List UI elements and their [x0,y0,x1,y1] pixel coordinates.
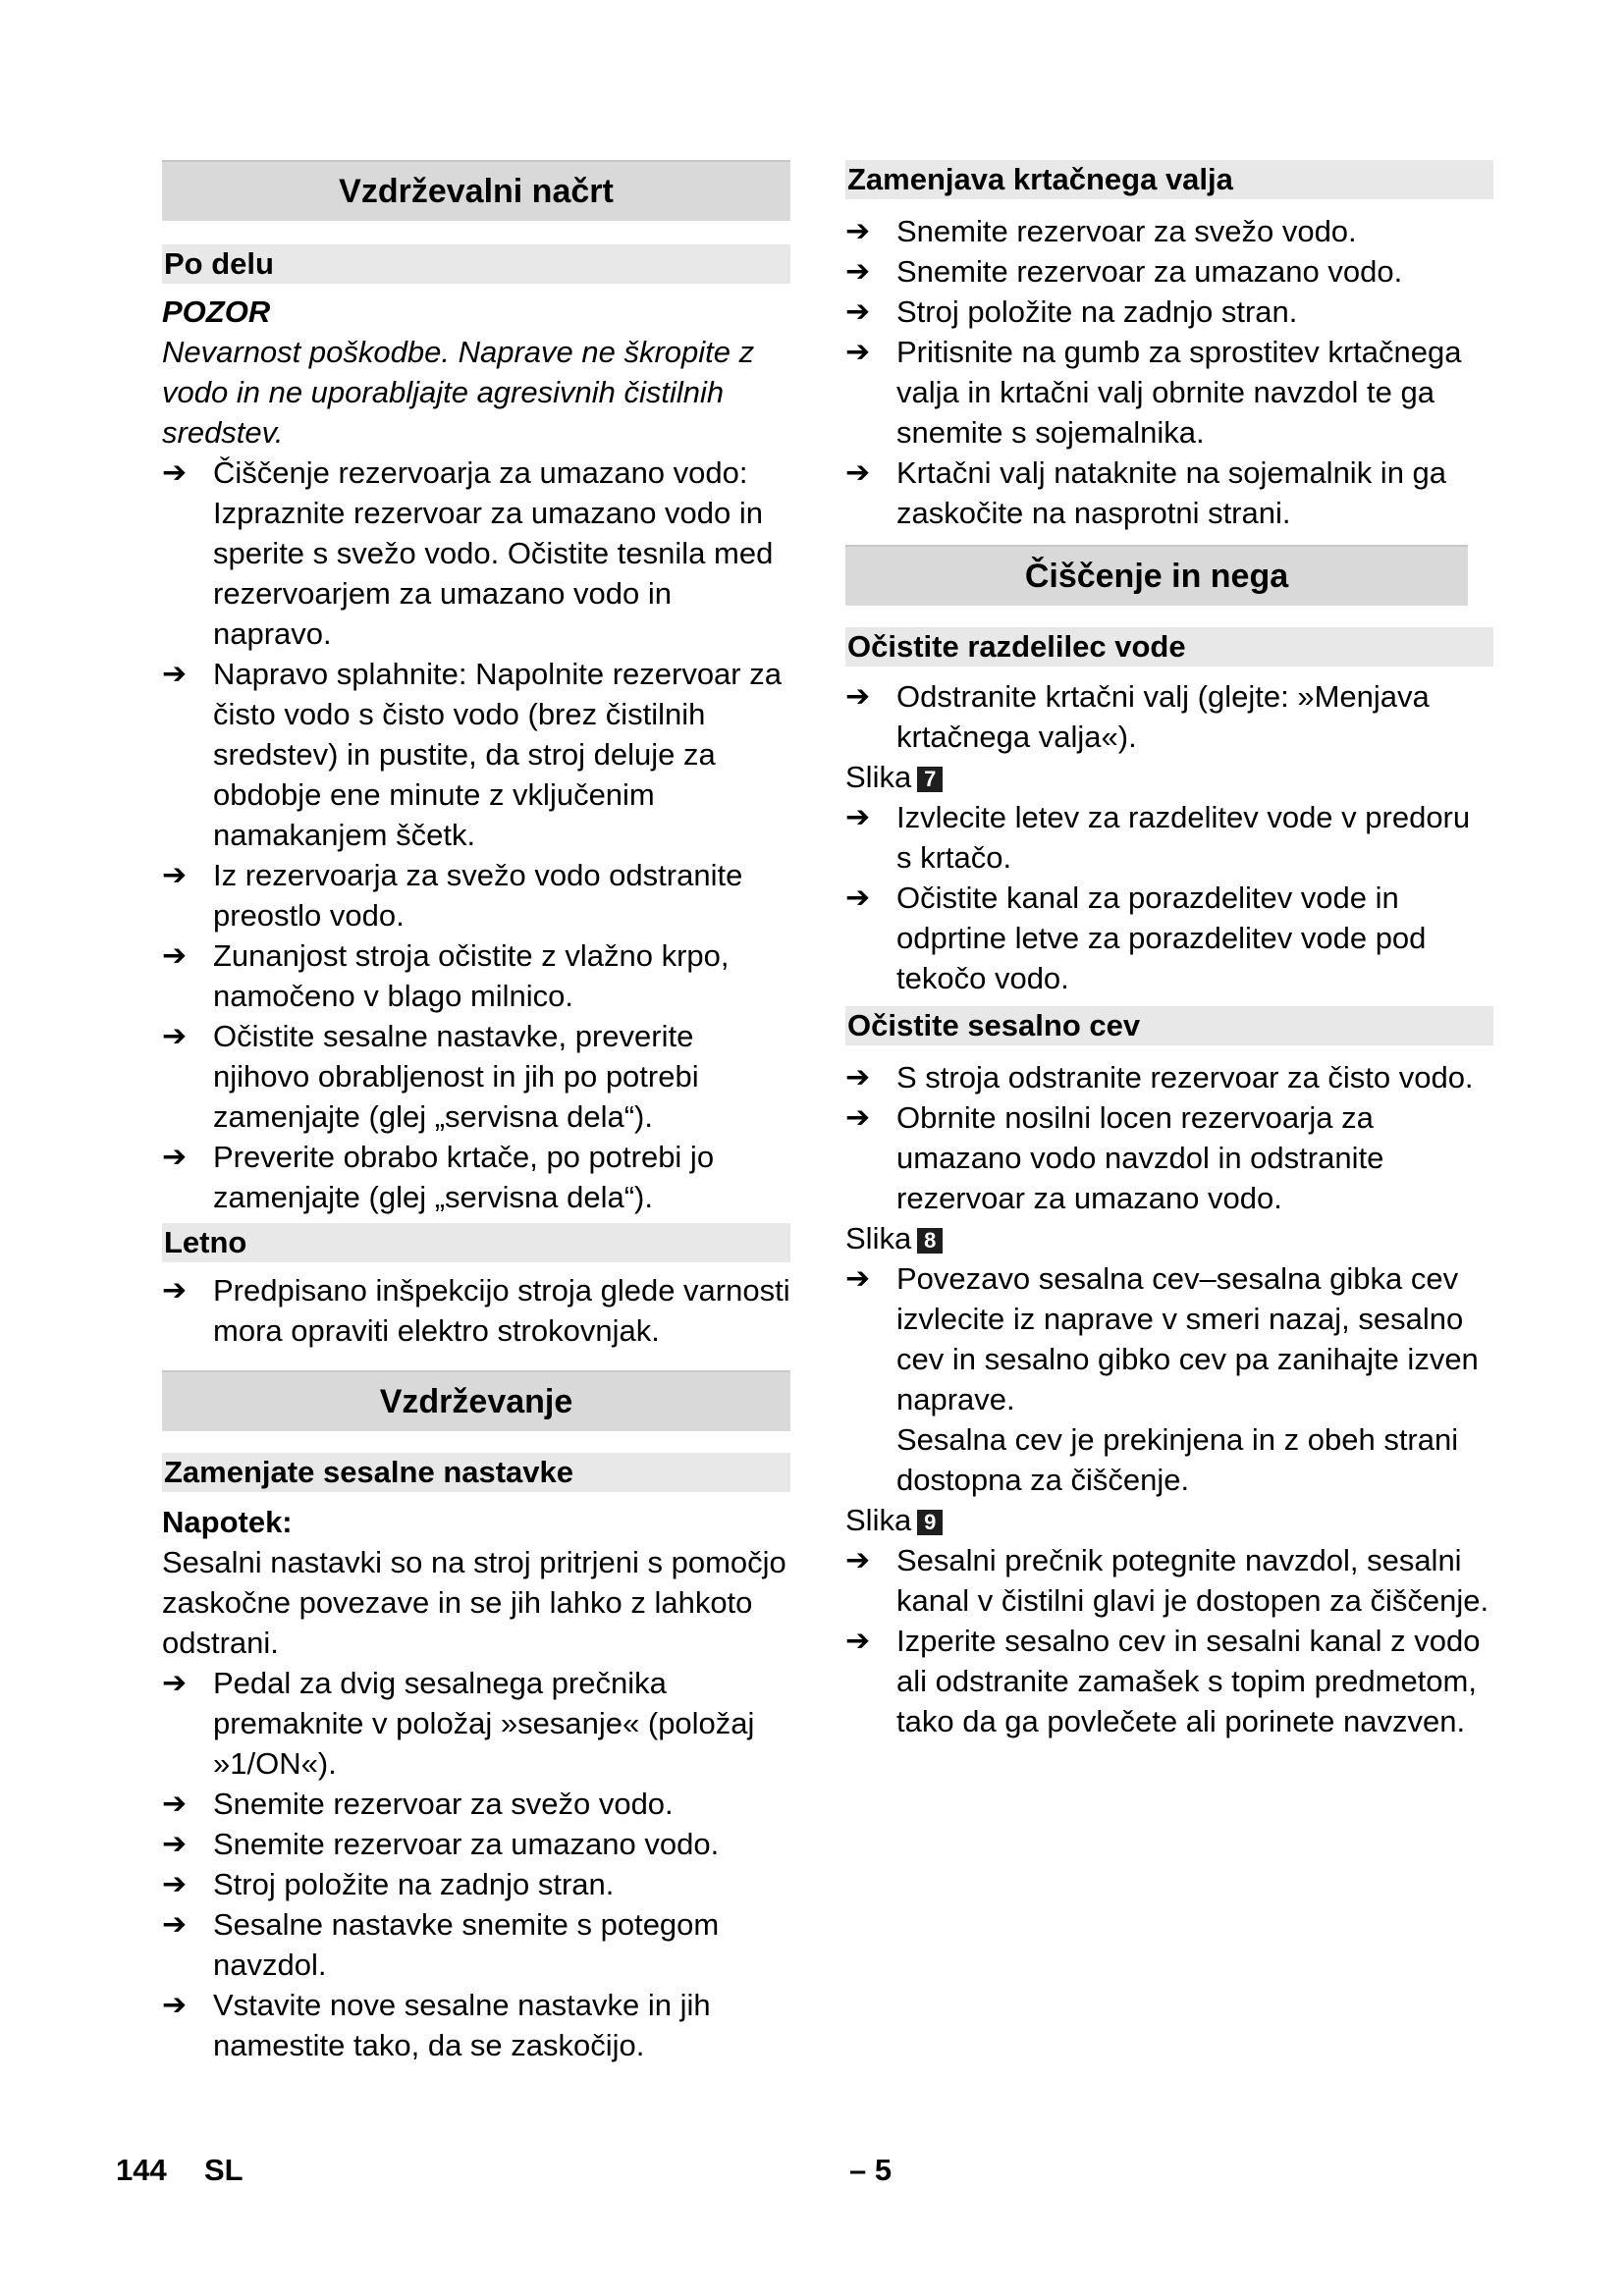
list-item: ➔ Izperite sesalno cev in sesalni kanal z vodo ali odstranite zamašek s topim predmetom, tako da ga povlečete ali porinete navzven. [845,1621,1493,1741]
arrow-icon: ➔ [845,1625,871,1657]
arrow-icon: ➔ [845,336,871,368]
list-item: ➔ Predpisano inšpekcijo stroja glede varnosti mora opraviti elektro strokovnjak. [162,1270,790,1351]
arrow-icon: ➔ [845,801,871,833]
list-item: ➔ Krtačni valj nataknite na sojemalnik in ga zaskočite na nasprotni strani. [845,453,1493,533]
list-item: ➔ Stroj položite na zadnjo stran. [162,1864,790,1904]
right-column [845,160,1493,1741]
list-item: ➔ Snemite rezervoar za svežo vodo. [845,211,1493,251]
suction-hose-list-a [845,1057,1493,1218]
arrow-icon: ➔ [845,255,871,288]
list-item: ➔ Odstranite krtačni valj (glejte: »Menjava krtačnega valja«). [845,676,1493,757]
subheading-replace-brush-roller: Zamenjava krtačnega valja [845,160,1493,199]
arrow-icon: ➔ [162,456,188,489]
figure-reference-9: Slika 9 [845,1500,1493,1540]
page-number: 144 [116,2153,167,2187]
arrow-icon: ➔ [162,1828,188,1860]
water-distributor-list-a [845,676,1493,757]
note-title: Napotek: [162,1505,293,1539]
arrow-icon: ➔ [845,215,871,247]
caution-text: Nevarnost poškodbe. Naprave ne škropite z vodo in ne uporabljajte agresivnih čistilnih sredstev. [162,335,755,450]
subheading-after-work: Po delu [162,244,790,284]
suction-hose-list-c [845,1540,1493,1741]
after-work-list [162,453,790,1217]
list-item: ➔ Pedal za dvig sesalnega prečnika premaknite v položaj »sesanje« (položaj »1/ON«). [162,1663,790,1784]
arrow-icon: ➔ [162,1274,188,1307]
replace-brush-list [845,211,1493,533]
arrow-icon: ➔ [162,1020,188,1052]
list-item: ➔ Snemite rezervoar za svežo vodo. [162,1784,790,1824]
arrow-icon: ➔ [162,1667,188,1699]
sub-page-number: – 5 [849,2153,893,2187]
list-item: ➔ Vstavite nove sesalne nastavke in jih namestite tako, da se zaskočijo. [162,1985,790,2065]
arrow-icon: ➔ [845,680,871,713]
arrow-icon: ➔ [162,1989,188,2021]
arrow-icon: ➔ [845,1544,871,1576]
water-distributor-list-b [845,797,1493,998]
yearly-list [162,1270,790,1351]
arrow-icon: ➔ [162,859,188,891]
list-item: ➔ Pritisnite na gumb za sprostitev krtačnega valja in krtačni valj obrnite navzdol te ga snemite s sojemalnika. [845,332,1493,453]
arrow-icon: ➔ [162,1141,188,1173]
arrow-icon: ➔ [845,1101,871,1134]
arrow-icon: ➔ [845,295,871,328]
list-item: ➔ Stroj položite na zadnjo stran. [845,292,1493,332]
figure-reference-8: Slika 8 [845,1218,1493,1258]
figure-number-badge: 8 [917,1228,943,1254]
figure-number-badge: 9 [917,1510,943,1535]
list-item: ➔ Obrnite nosilni locen rezervoarja za umazano vodo navzdol in odstranite rezervoar za umazano vodo. [845,1097,1493,1218]
list-item: ➔ Zunanjost stroja očistite z vlažno krpo, namočeno v blago milnico. [162,935,790,1016]
arrow-icon: ➔ [162,1908,188,1941]
figure-number-badge: 7 [917,767,943,792]
list-item: ➔ Sesalni prečnik potegnite navzdol, sesalni kanal v čistilni glavi je dostopen za čiščenje. [845,1540,1493,1621]
list-item: ➔ Izvlecite letev za razdelitev vode v predoru s krtačo. [845,797,1493,878]
subheading-replace-suction-lips: Zamenjate sesalne nastavke [162,1453,790,1492]
replace-suction-list [162,1663,790,2065]
list-item: ➔ Snemite rezervoar za umazano vodo. [162,1824,790,1864]
list-item: ➔ Napravo splahnite: Napolnite rezervoar za čisto vodo s čisto vodo (brez čistilnih sredstev) in pustite, da stroj deluje za obdobje ene minute z vključenim namakanjem ščetk. [162,654,790,855]
subheading-clean-suction-hose: Očistite sesalno cev [845,1006,1493,1045]
note-text: Sesalni nastavki so na stroj pritrjeni s pomočjo zaskočne povezave in se jih lahko z lahkoto odstrani. [162,1545,786,1660]
arrow-icon: ➔ [845,881,871,914]
list-item: ➔ Preverite obrabo krtače, po potrebi jo zamenjajte (glej „servisna dela“). [162,1137,790,1217]
list-item: ➔ S stroja odstranite rezervoar za čisto vodo. [845,1057,1493,1097]
section-heading-maintenance: Vzdrževanje [162,1370,790,1431]
list-item: ➔ Očistite sesalne nastavke, preverite njihovo obrabljenost in jih po potrebi zamenjajte (glej „servisna dela“). [162,1016,790,1137]
left-column [162,160,790,2065]
list-item: ➔ Snemite rezervoar za umazano vodo. [845,251,1493,292]
list-item: ➔ Povezavo sesalna cev–sesalna gibka cev izvlecite iz naprave v smeri nazaj, sesalno cev in sesalno gibko cev pa zanihajte izven naprave. Sesalna cev je prekinjena in z obeh strani dostopna za čiščenje. [845,1258,1493,1500]
arrow-icon: ➔ [162,658,188,690]
arrow-icon: ➔ [162,1788,188,1820]
arrow-icon: ➔ [845,1262,871,1295]
suction-hose-list-b [845,1258,1493,1500]
caution-title: POZOR [162,294,271,329]
arrow-icon: ➔ [845,456,871,489]
list-item: ➔ Sesalne nastavke snemite s potegom navzdol. [162,1904,790,1985]
section-heading-maintenance-plan: Vzdrževalni načrt [162,160,790,221]
arrow-icon: ➔ [162,939,188,972]
arrow-icon: ➔ [162,1868,188,1900]
language-code: SL [204,2153,244,2187]
subheading-clean-water-distributor: Očistite razdelilec vode [845,627,1493,667]
list-item: ➔ Iz rezervoarja za svežo vodo odstranite preostlo vodo. [162,855,790,935]
subheading-yearly: Letno [162,1223,790,1262]
suction-hose-note: Sesalna cev je prekinjena in z obeh strani dostopna za čiščenje. [896,1422,1459,1497]
list-item: ➔ Čiščenje rezervoarja za umazano vodo: Izpraznite rezervoar za umazano vodo in sperite s svežo vodo. Očistite tesnila med rezervoarjem za umazano vodo in napravo. [162,453,790,654]
list-item: ➔ Očistite kanal za porazdelitev vode in odprtine letve za porazdelitev vode pod tekočo vodo. [845,878,1493,998]
arrow-icon: ➔ [845,1061,871,1094]
figure-reference-7: Slika 7 [845,757,1493,797]
section-heading-cleaning-care: Čiščenje in nega [845,545,1468,606]
